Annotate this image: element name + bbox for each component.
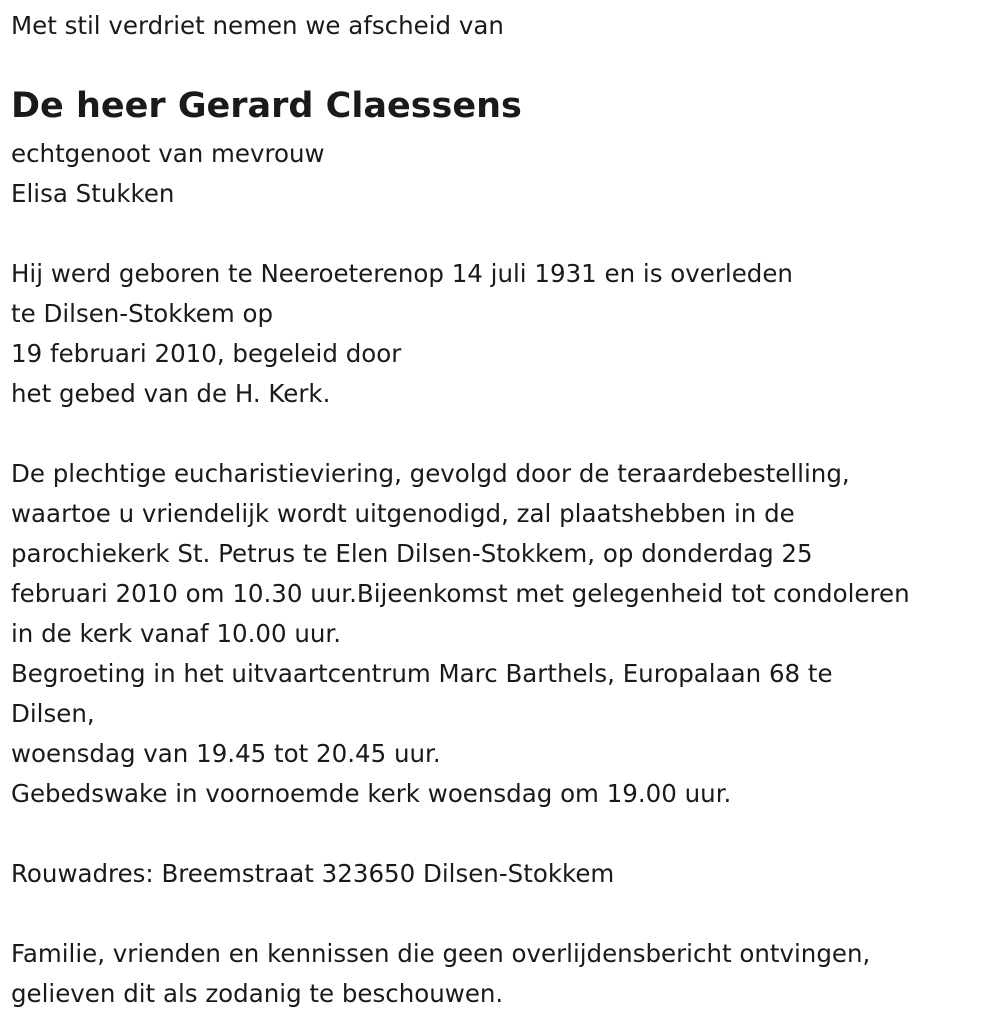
spouse-line: echtgenoot van mevrouw	[11, 139, 325, 168]
birth-line: te Dilsen-Stokkem op	[11, 299, 274, 328]
birth-line: het gebed van de H. Kerk.	[11, 379, 331, 408]
ceremony-line: Gebedswake in voornoemde kerk woensdag om 19.00 uur.	[11, 779, 732, 808]
ceremony-line: Dilsen,	[11, 699, 95, 728]
birth-line: 19 februari 2010, begeleid door	[11, 339, 402, 368]
intro-text: Met stil verdriet nemen we afscheid van	[11, 11, 504, 40]
birth-death-block	[11, 254, 793, 414]
family-note-line: gelieven dit als zodanig te beschouwen.	[11, 979, 504, 1008]
mourning-address: Rouwadres: Breemstraat 323650 Dilsen-Stokkem	[11, 859, 615, 888]
ceremony-line: De plechtige eucharistieviering, gevolgd door de teraardebestelling,	[11, 459, 850, 488]
ceremony-line: in de kerk vanaf 10.00 uur.	[11, 619, 342, 648]
ceremony-line: parochiekerk St. Petrus te Elen Dilsen-Stokkem, op donderdag 25	[11, 539, 813, 568]
ceremony-line: woensdag van 19.45 tot 20.45 uur.	[11, 739, 441, 768]
family-note-line: Familie, vrienden en kennissen die geen overlijdensbericht ontvingen,	[11, 939, 871, 968]
ceremony-line: Begroeting in het uitvaartcentrum Marc Barthels, Europalaan 68 te	[11, 659, 833, 688]
spouse-block	[11, 134, 325, 214]
mourning-address-block	[11, 854, 614, 894]
birth-line: Hij werd geboren te Neeroeterenop 14 juli 1931 en is overleden	[11, 259, 793, 288]
spouse-name: Elisa Stukken	[11, 179, 175, 208]
ceremony-line: waartoe u vriendelijk wordt uitgenodigd, zal plaatshebben in de	[11, 499, 795, 528]
ceremony-block	[11, 454, 910, 814]
ceremony-line: februari 2010 om 10.30 uur.Bijeenkomst met gelegenheid tot condoleren	[11, 579, 910, 608]
family-note-block	[11, 934, 870, 1014]
deceased-name: De heer Gerard Claessens	[11, 86, 522, 126]
